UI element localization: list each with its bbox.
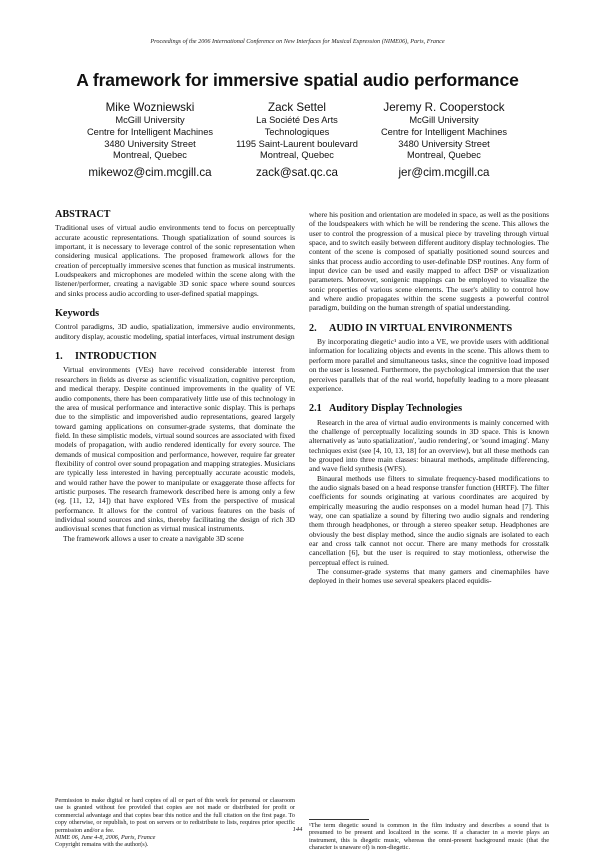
author-address: 3480 University Street xyxy=(104,138,196,149)
subsection-number: 2.1 xyxy=(309,403,322,415)
running-header: Proceedings of the 2006 International Conference on New Interfaces for Musical Expression (NIME06), Paris, France xyxy=(150,38,445,45)
paragraph: where his position and orientation are modeled in space, as well as the positions of the loudspeakers with which he will be rendering the scene. This allows the user to control the progression of a musical piece by traveling through virtual space, and to switch easily between different auditory display technologies. The content of the scene is composed of spatially positioned sound sources and sinks that process audio according to user-definable DSP routines. Any form of input device can be used and easily mapped to affect DSP or visualization parameters. Moreover, sonigenic mappings can be employed to visualize the sonic properties of various scene elements. The user's ability to control how and where audio propagates within the scene suggests a powerful control paradigm, building on the human strength of spatial understanding. xyxy=(309,210,549,313)
author-name: Zack Settel xyxy=(268,101,326,114)
subsection-title: Auditory Display Technologies xyxy=(329,403,463,415)
author-email: mikewoz@cim.mcgill.ca xyxy=(88,166,212,180)
abstract-heading: ABSTRACT xyxy=(55,209,111,220)
author-city: Montreal, Quebec xyxy=(260,150,334,161)
author-affiliation: La Société Des Arts xyxy=(256,115,338,125)
paragraph: Research in the area of virtual audio environments is mainly concerned with the challenge of perceptually localizing sounds in 3D space. This is known alternatively as 'auto spatialization', 'audio rendering', or 'sound imaging'. Many techniques exist (see [4, 10, 13, 18] for an overview), but all these methods can be grouped into three main classes: binaural methods, amplitude differencing, and wave field synthesis (WFS). xyxy=(309,417,549,474)
paragraph: Virtual environments (VEs) have received considerable interest from researchers in fields as diverse as scientific visualization, cognitive perception, and medical therapy. Despite continued improvements in the quality of VE audio components, there has been comparatively little use of this technology in the area of musical performance and interactive sonic display. This is perhaps due to the simplistic and impoverished audio representations, geared largely toward gaming applications on consumer-grade systems, that dominate the field. In these simplistic models, virtual sound sources are associated with fixed models of propagation, with audio rendered identically for every source. The demands of musical composition and performance, however, require far greater flexibility of control over sound propagation and mapping strategies. Musicians are typically less interested in having perceptually accurate acoustic models, and would rather have the power to manipulate or exaggerate those affects for artistic purposes. The research framework described here is among only a few (eg. [11, 12, 14]) that have explored VEs from the perspective of musical performance. It allows for the control of various features on the basis of individual sound sources and sinks, thereby facilitating the design of rich 3D audiovisual scenes that function as virtual musical instruments. xyxy=(55,365,295,534)
venue-line: NIME 06, June 4-8, 2006, Paris, France xyxy=(55,834,156,842)
author-affiliation: Technologiques xyxy=(264,126,330,137)
paragraph: The framework allows a user to create a navigable 3D scene xyxy=(63,533,244,543)
author-name: Mike Wozniewski xyxy=(105,101,195,114)
paragraph: Binaural methods use filters to simulate frequency-based modifications to the audio signals based on a head response transfer function (HRTF). The filter coefficients for sounds originating at various coordinates are acquired by empirically measuring the audio responses on a model human head [7]. This way, one can spatialize a sound by filtering two audio signals and rendering them through headphones, or through a stereo speaker setup. Headphones are obviously the best display method, since the audio signals are isolated to each ear and cross talk cannot not occur. There are many methods for crosstalk cancellation [6], but the user is required to stay motionless, otherwise the perceptual effect is ruined. xyxy=(309,473,549,567)
abstract-text: Traditional uses of virtual audio environments tend to focus on perceptually accurate acoustic representations. Though spatialization of sound sources is important, it is necessary to leverage control of the sonic representation when considering musical applications. The proposed framework allows for the creation of perceptually immersive scenes that function as musical instruments. Loudspeakers and microphones are modeled within the scene along with the listener/performer, creating a navigable 3D sonic space where sound sources and sinks process audio according to user-defined spatial mappings. xyxy=(55,223,295,298)
permission-text: Permission to make digital or hard copies of all or part of this work for personal or classroom use is granted without fee provided that copies are not made or distributed for profit or commercial advantage and that copies bear this notice and the full citation on the first page. To copy otherwise, or republish, to post on servers or to redistribute to lists, requires prior specific permission and/or a fee. xyxy=(55,797,295,834)
author-city: Montreal, Quebec xyxy=(113,150,187,161)
author-email: zack@sat.qc.ca xyxy=(255,166,338,180)
author-address: 1195 Saint-Laurent boulevard xyxy=(236,138,358,149)
author-block-3 xyxy=(349,100,539,181)
section-heading-introduction xyxy=(55,352,295,361)
author-name: Jeremy R. Cooperstock xyxy=(383,101,505,114)
author-affiliation: Centre for Intelligent Machines xyxy=(86,126,214,137)
footnote-rule xyxy=(309,819,369,820)
author-email: jer@cim.mcgill.ca xyxy=(398,166,490,180)
right-column xyxy=(309,210,549,586)
permission-notice xyxy=(55,797,295,849)
footnote: ¹The term diegetic sound is common in the film industry and describes a sound that is presumed to be present and localized in the scene. If a character in a movie plays an instrument, this is diegetic music, whereas the omni-present background music (that the character is unaware of) is non-diegetic. xyxy=(309,822,549,851)
paragraph: By incorporating diegetic¹ audio into a VE, we provide users with additional information for localizing objects and events in the scene. This allows them to perform more parallel and simultaneous tasks, since the cognitive load imposed on the user is lessened. Furthermore, the psychological immersion that the user perceives parallels that of the real world, hopefully leading to a more pleasant experience. xyxy=(309,337,549,393)
left-column xyxy=(55,210,295,543)
author-affiliation: McGill University xyxy=(409,115,479,125)
author-affiliation: Centre for Intelligent Machines xyxy=(380,126,508,137)
page-number: 144 xyxy=(292,826,303,833)
keywords-text: Control paradigms, 3D audio, spatialization, immersive audio environments, auditory display, acoustic modeling, spatial interfaces, virtual instrument design xyxy=(55,322,295,341)
section-title: AUDIO IN VIRTUAL ENVIRONMENTS xyxy=(329,322,513,334)
section-heading-audio-in-ve xyxy=(309,324,549,333)
keywords-heading: Keywords xyxy=(55,308,100,320)
author-affiliation: McGill University xyxy=(115,115,185,125)
author-address: 3480 University Street xyxy=(398,138,490,149)
section-title: INTRODUCTION xyxy=(75,351,157,363)
copyright-line: Copyright remains with the author(s). xyxy=(55,841,149,849)
subsection-heading-auditory-display xyxy=(309,404,549,413)
paragraph: The consumer-grade systems that many gamers and cinemaphiles have deployed in their homes use several speakers placed equidis- xyxy=(309,567,549,586)
section-number: 2. xyxy=(309,322,317,334)
paper-title: A framework for immersive spatial audio performance xyxy=(76,70,519,90)
section-number: 1. xyxy=(55,351,63,363)
author-city: Montreal, Quebec xyxy=(407,150,481,161)
